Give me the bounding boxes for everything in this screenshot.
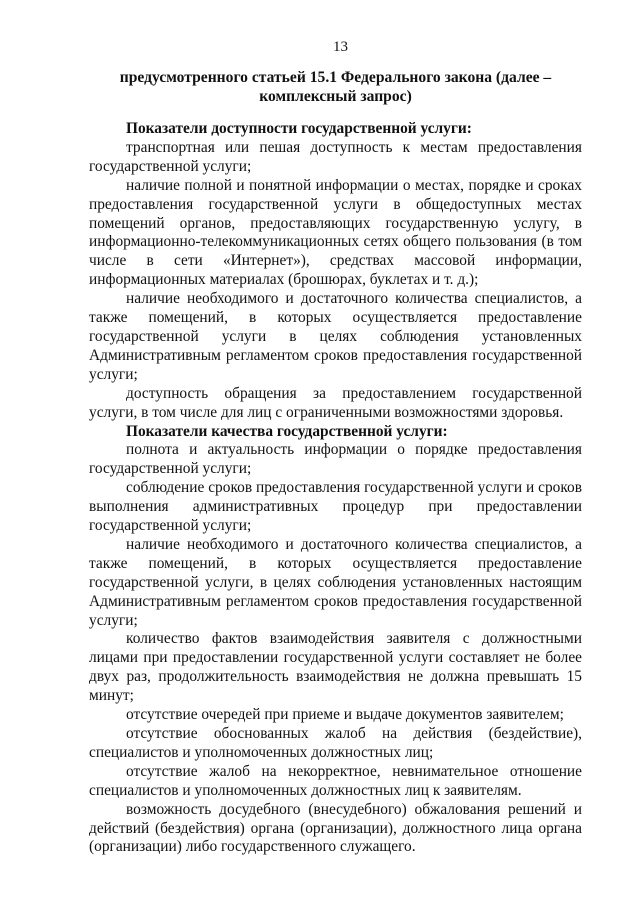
- accessibility-item-specialists: наличие необходимого и достаточного количества специалистов, а также помещений, в которых осуществляется предоставление государственной услуги в целях соблюдения установленных Административным регламентом сроков предоставления государственной услуги;: [89, 290, 582, 383]
- quality-item-incorrect-attitude: отсутствие жалоб на некорректное, невнимательное отношение специалистов и уполномоченных должностных лиц к заявителям.: [89, 762, 582, 799]
- page-number: 13: [333, 39, 348, 55]
- quality-item-queues: отсутствие очередей при приеме и выдаче документов заявителем;: [126, 706, 564, 724]
- quality-item-completeness: полнота и актуальность информации о порядке предоставления государственной услуги;: [89, 441, 582, 478]
- quality-item-justified-complaints: отсутствие обоснованных жалоб на действия (бездействие), специалистов и уполномоченных должностных лиц;: [89, 725, 582, 761]
- accessibility-heading: Показатели доступности государственной услуги:: [126, 120, 472, 137]
- section-title-line-1: предусмотренного статьей 15.1 Федерального закона (далее –: [119, 69, 552, 86]
- section-title-line-2: комплексный запрос): [259, 88, 412, 105]
- quality-heading: Показатели качества государственной услуги:: [126, 422, 448, 440]
- section-title: [89, 68, 582, 106]
- quality-item-deadlines: соблюдение сроков предоставления государственной услуги и сроков выполнения административных процедур при предоставлении государственной услуги;: [89, 479, 582, 535]
- document-body: [89, 120, 582, 857]
- quality-item-specialists: наличие необходимого и достаточного количества специалистов, а также помещений, в которых осуществляется предоставление государственной услуги, в целях соблюдения установленных настоящим Административным регламентом сроков предоставления государственной услуги;: [89, 535, 582, 629]
- accessibility-item-transport: транспортная или пешая доступность к местам предоставления государственной услуги;: [89, 138, 582, 175]
- quality-item-interactions: количество фактов взаимодействия заявителя с должностными лицами при предоставлении государственной услуги составляет не более двух раз, продолжительность взаимодействия не должна превышать 15 минут;: [89, 630, 582, 705]
- accessibility-item-information: наличие полной и понятной информации о местах, порядке и сроках предоставления государственной услуги в общедоступных местах помещений органов, предоставляющих государственную услугу, в информационно-телекоммуникационных сетях общего пользования (в том числе в сети «Интернет»), средствах массовой информации, информационных материалах (брошюрах, буклетах и т. д.);: [89, 176, 582, 289]
- accessibility-item-access: доступность обращения за предоставлением государственной услуги, в том числе для лиц с ограниченными возможностями здоровья.: [89, 384, 582, 421]
- quality-item-appeal: возможность досудебного (внесудебного) обжалования решений и действий (бездействия) органа (организации), должностного лица органа (организации) либо государственного служащего.: [89, 800, 582, 856]
